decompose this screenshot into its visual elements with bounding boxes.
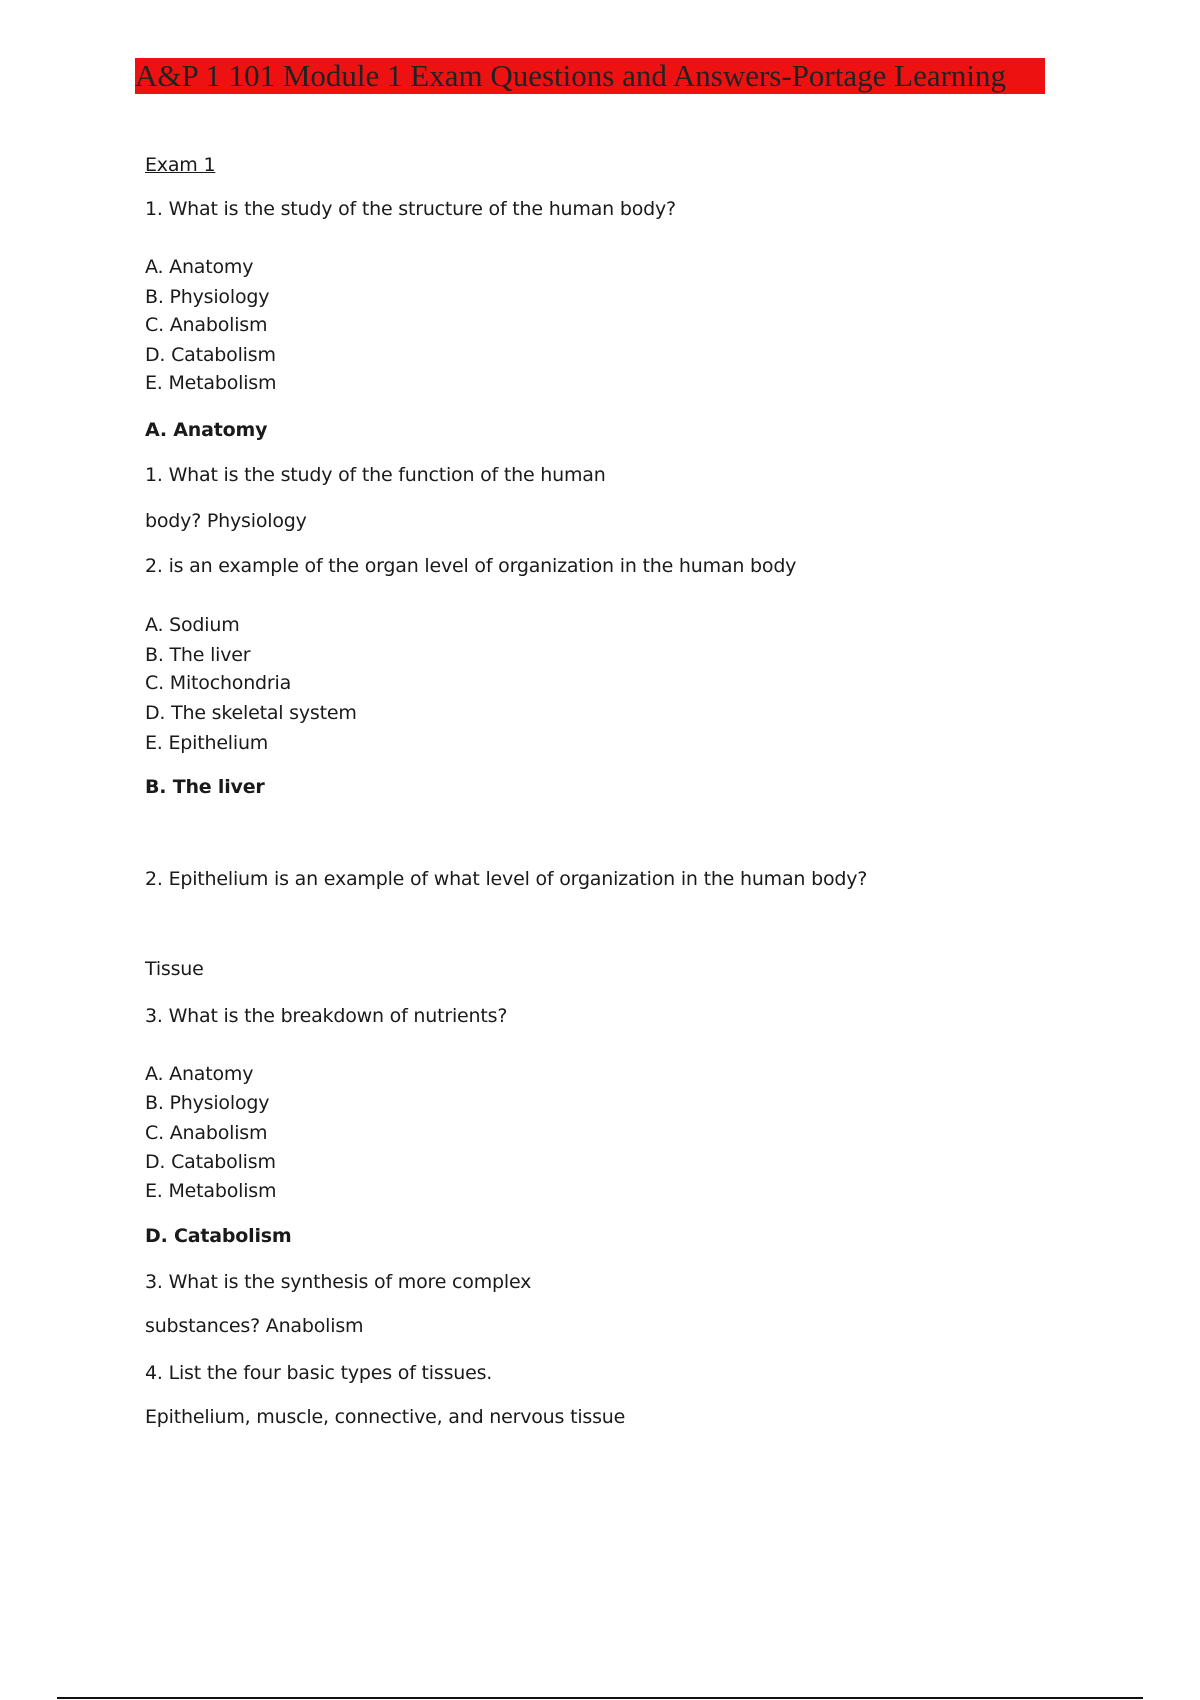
- q2-option-c: C. Mitochondria: [145, 672, 292, 694]
- q1-option-c: C. Anabolism: [145, 314, 268, 336]
- q3-answer: D. Catabolism: [145, 1225, 292, 1247]
- question-2: 2. is an example of the organ level of organization in the human body: [145, 555, 797, 577]
- q3-option-a: A. Anatomy: [145, 1063, 254, 1085]
- page-bottom-rule: [57, 1697, 1143, 1699]
- q2-option-a: A. Sodium: [145, 614, 240, 636]
- q1-option-d: D. Catabolism: [145, 344, 276, 366]
- question-3b: 3. What is the synthesis of more complex: [145, 1271, 532, 1293]
- q1-answer: A. Anatomy: [145, 419, 268, 441]
- question-3: 3. What is the breakdown of nutrients?: [145, 1005, 508, 1027]
- q1-option-e: E. Metabolism: [145, 372, 277, 394]
- q1-option-a: A. Anatomy: [145, 256, 254, 278]
- q2-option-e: E. Epithelium: [145, 732, 269, 754]
- q2-answer: B. The liver: [145, 776, 265, 798]
- question-2b: 2. Epithelium is an example of what level of organization in the human body?: [145, 868, 868, 890]
- q3-option-e: E. Metabolism: [145, 1180, 277, 1202]
- q2-option-d: D. The skeletal system: [145, 702, 357, 724]
- page-title: A&P 1 101 Module 1 Exam Questions and Answers-Portage Learning: [135, 58, 1045, 94]
- q3-option-c: C. Anabolism: [145, 1122, 268, 1144]
- question-1b: 1. What is the study of the function of the human: [145, 464, 606, 486]
- q3-option-d: D. Catabolism: [145, 1151, 276, 1173]
- question-2b-answer: Tissue: [145, 958, 204, 980]
- q2-option-b: B. The liver: [145, 644, 251, 666]
- q3-option-b: B. Physiology: [145, 1092, 270, 1114]
- question-3b-answer: substances? Anabolism: [145, 1315, 364, 1337]
- question-4: 4. List the four basic types of tissues.: [145, 1362, 493, 1384]
- question-4-answer: Epithelium, muscle, connective, and nervous tissue: [145, 1406, 626, 1428]
- q1-option-b: B. Physiology: [145, 286, 270, 308]
- question-1: 1. What is the study of the structure of the human body?: [145, 198, 676, 220]
- section-heading: Exam 1: [145, 154, 216, 176]
- question-1b-answer: body? Physiology: [145, 510, 307, 532]
